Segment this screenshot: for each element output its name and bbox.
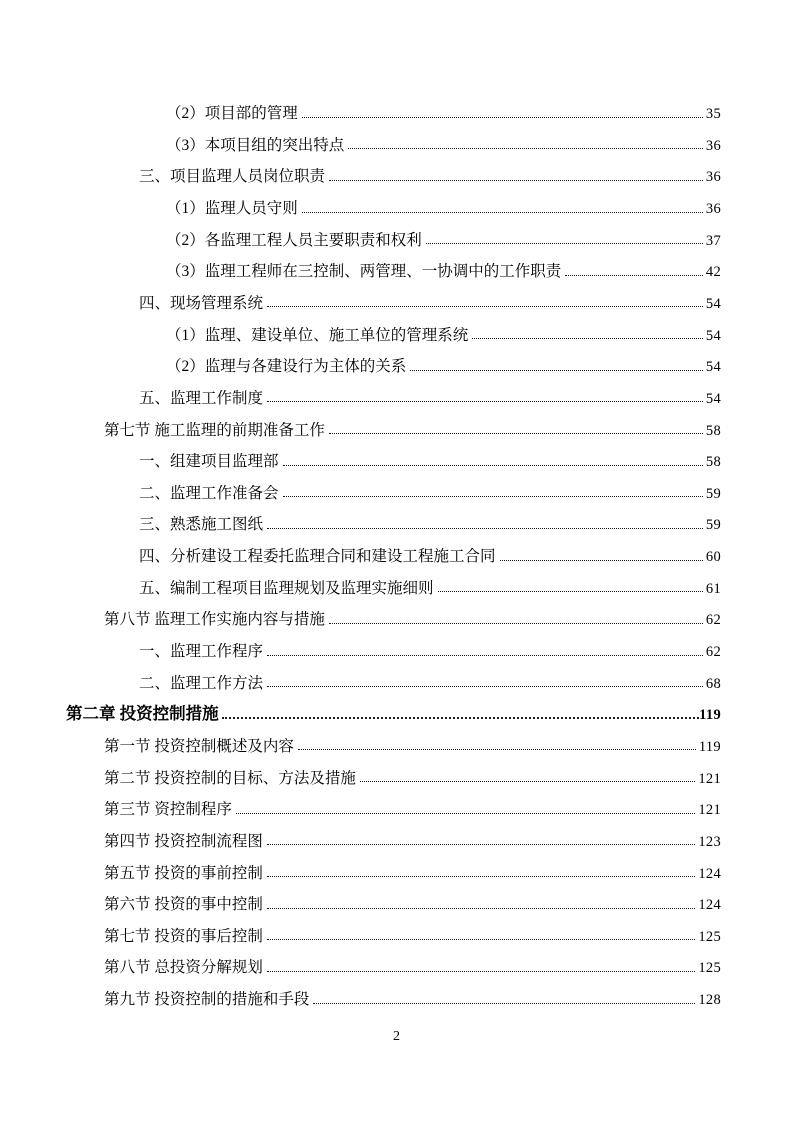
dot-leader [329, 180, 703, 181]
dot-leader [267, 876, 695, 877]
toc-entry-page: 62 [705, 644, 721, 661]
dot-leader [283, 465, 703, 466]
toc-entry-page: 128 [698, 992, 721, 1009]
toc-entry[interactable] [66, 851, 721, 883]
toc-entry-page: 125 [698, 928, 721, 945]
toc-entry[interactable] [66, 440, 721, 472]
toc-entry-page: 36 [705, 169, 721, 186]
toc-entry-page: 37 [705, 232, 721, 249]
dot-leader [267, 528, 703, 529]
toc-entry-page: 123 [698, 833, 721, 850]
toc-entry-label: 二、监理工作准备会 [139, 484, 279, 502]
toc-entry-page: 124 [698, 897, 721, 914]
toc-entry[interactable] [66, 313, 721, 345]
toc-entry[interactable] [66, 282, 721, 314]
dot-leader [410, 370, 703, 371]
dot-leader [267, 655, 703, 656]
toc-entry[interactable] [66, 187, 721, 219]
dot-leader [267, 939, 695, 940]
toc-entry-label: （2）各监理工程人员主要职责和权利 [166, 231, 422, 249]
toc-entry-label: 第九节 投资控制的措施和手段 [104, 991, 310, 1009]
dot-leader [438, 591, 703, 592]
toc-entry[interactable] [66, 155, 721, 187]
toc-entry-page: 54 [705, 327, 721, 344]
dot-leader [329, 623, 703, 624]
toc-entry-label: 四、现场管理系统 [139, 294, 264, 312]
toc-entry[interactable] [66, 598, 721, 630]
toc-entry[interactable] [66, 377, 721, 409]
toc-entry-label: （2）监理与各建设行为主体的关系 [166, 358, 407, 376]
toc-entry[interactable] [66, 250, 721, 282]
dot-leader [329, 433, 703, 434]
toc-entry-label: 三、熟悉施工图纸 [139, 516, 264, 534]
toc-entry-page: 68 [705, 675, 721, 692]
toc-entry-label: 一、组建项目监理部 [139, 453, 279, 471]
toc-entry[interactable] [66, 345, 721, 377]
toc-entry[interactable] [66, 219, 721, 251]
toc-entry-label: 四、分析建设工程委托监理合同和建设工程施工合同 [139, 548, 496, 566]
toc-entry-label: 三、项目监理人员岗位职责 [139, 168, 326, 186]
toc-entry-page: 124 [698, 865, 721, 882]
toc [66, 92, 721, 1010]
toc-entry-page: 59 [705, 485, 721, 502]
toc-entry[interactable] [66, 124, 721, 156]
dot-leader [283, 496, 703, 497]
dot-leader [267, 686, 703, 687]
toc-entry-page: 125 [698, 960, 721, 977]
page-number: 2 [393, 1029, 400, 1044]
toc-entry-label: （1）监理人员守则 [166, 200, 298, 218]
dot-leader [360, 781, 695, 782]
dot-leader [313, 1003, 695, 1004]
dot-leader [222, 717, 700, 719]
dot-leader [302, 212, 703, 213]
dot-leader [267, 844, 695, 845]
toc-entry-label: 五、编制工程项目监理规划及监理实施细则 [139, 579, 434, 597]
toc-entry-page: 61 [705, 580, 721, 597]
toc-entry-label: 第一节 投资控制概述及内容 [104, 737, 294, 755]
toc-entry[interactable] [66, 946, 721, 978]
toc-entry[interactable] [66, 693, 721, 725]
dot-leader [565, 275, 703, 276]
toc-entry-page: 60 [705, 549, 721, 566]
toc-entry[interactable] [66, 92, 721, 124]
toc-entry-label: 二、监理工作方法 [139, 674, 264, 692]
toc-entry[interactable] [66, 630, 721, 662]
dot-leader [267, 401, 703, 402]
toc-entry-label: （1）监理、建设单位、施工单位的管理系统 [166, 326, 469, 344]
toc-entry-label: （3）监理工程师在三控制、两管理、一协调中的工作职责 [166, 263, 562, 281]
toc-entry-label: 第二节 投资控制的目标、方法及措施 [104, 769, 356, 787]
dot-leader [236, 813, 695, 814]
dot-leader [348, 148, 703, 149]
toc-entry[interactable] [66, 725, 721, 757]
toc-entry-label: 第五节 投资的事前控制 [104, 864, 263, 882]
toc-entry-page: 54 [705, 390, 721, 407]
toc-entry-label: 第二章 投资控制措施 [66, 704, 219, 724]
toc-entry-page: 119 [699, 707, 721, 724]
dot-leader [267, 971, 695, 972]
toc-entry-page: 54 [705, 359, 721, 376]
toc-entry[interactable] [66, 408, 721, 440]
toc-entry-page: 35 [705, 106, 721, 123]
toc-entry-label: （3）本项目组的突出特点 [166, 136, 345, 154]
dot-leader [267, 306, 703, 307]
toc-entry-label: 五、监理工作制度 [139, 389, 264, 407]
dot-leader [298, 749, 696, 750]
toc-entry[interactable] [66, 662, 721, 694]
toc-entry[interactable] [66, 820, 721, 852]
toc-entry-label: 第六节 投资的事中控制 [104, 896, 263, 914]
toc-entry[interactable] [66, 883, 721, 915]
toc-entry-page: 121 [698, 802, 721, 819]
toc-entry[interactable] [66, 535, 721, 567]
toc-entry[interactable] [66, 503, 721, 535]
toc-entry-page: 119 [698, 738, 721, 755]
toc-entry-page: 121 [698, 770, 721, 787]
toc-entry-label: 第三节 资控制程序 [104, 801, 232, 819]
toc-entry-page: 58 [705, 422, 721, 439]
toc-entry-label: 第四节 投资控制流程图 [104, 832, 263, 850]
toc-entry[interactable] [66, 567, 721, 599]
toc-entry[interactable] [66, 472, 721, 504]
toc-entry[interactable] [66, 978, 721, 1010]
toc-entry-label: 第七节 施工监理的前期准备工作 [104, 421, 325, 439]
toc-entry-page: 62 [705, 612, 721, 629]
dot-leader [302, 117, 703, 118]
toc-entry-page: 54 [705, 295, 721, 312]
toc-entry-page: 36 [705, 137, 721, 154]
toc-entry-page: 42 [705, 264, 721, 281]
toc-entry-label: 一、监理工作程序 [139, 643, 264, 661]
toc-entry-label: 第八节 总投资分解规划 [104, 959, 263, 977]
dot-leader [267, 908, 695, 909]
toc-entry[interactable] [66, 915, 721, 947]
dot-leader [472, 338, 703, 339]
toc-entry[interactable] [66, 788, 721, 820]
dot-leader [500, 560, 703, 561]
dot-leader [426, 243, 703, 244]
toc-entry-label: （2）项目部的管理 [166, 105, 298, 123]
toc-entry[interactable] [66, 756, 721, 788]
toc-entry-label: 第七节 投资的事后控制 [104, 927, 263, 945]
toc-entry-page: 59 [705, 517, 721, 534]
toc-entry-page: 36 [705, 201, 721, 218]
toc-entry-page: 58 [705, 454, 721, 471]
toc-entry-label: 第八节 监理工作实施内容与措施 [104, 611, 325, 629]
